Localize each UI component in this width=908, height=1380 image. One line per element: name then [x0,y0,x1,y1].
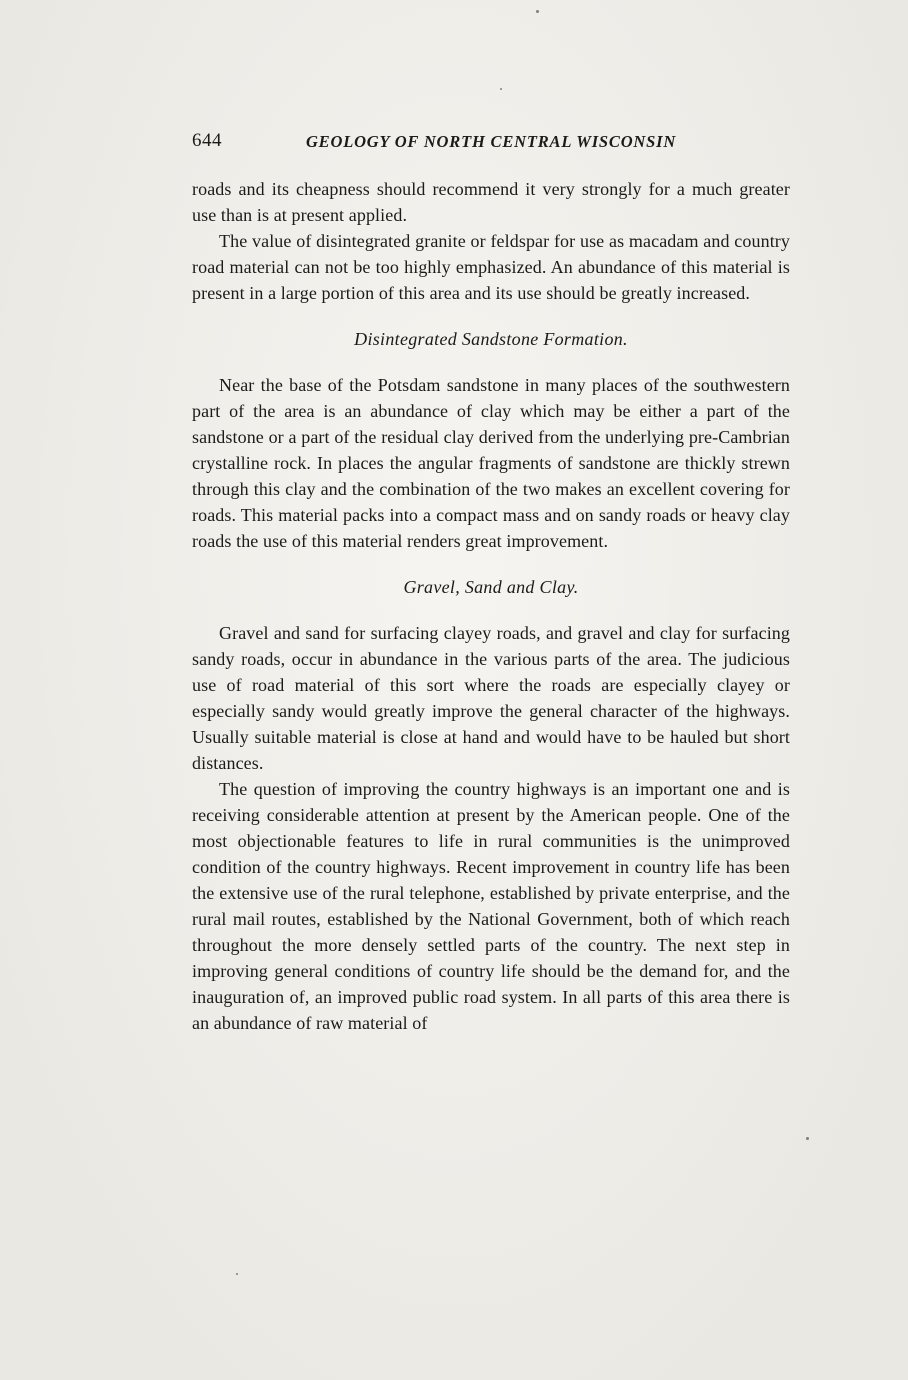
text-block [192,128,790,1036]
paragraph-continuation: roads and its cheapness should recommend it very strongly for a much greater use than is at present applied. [192,179,790,225]
scan-speck [236,1273,238,1275]
section-heading-gravel-sand-clay: Gravel, Sand and Clay. [403,577,579,597]
running-header-title: GEOLOGY OF NORTH CENTRAL WISCONSIN [305,132,677,151]
paragraph: The question of improving the country highways is an important one and is receiving considerable attention at present by the American people. One of the most objectionable features to life in rural communities is the unimproved condition of the country highways. Recent improvement in country life has been the extensive use of the rural telephone, established by private enterprise, and the rural mail routes, established by the National Government, both of which reach throughout the more densely settled parts of the country. The next step in improving general conditions of country life should be the demand for, and the inauguration of, an improved public road system. In all parts of this area there is an abundance of raw material of [192,779,790,1033]
scan-speck [536,10,539,13]
scan-speck [500,88,502,90]
running-head [192,128,790,158]
paragraph: The value of disintegrated granite or feldspar for use as macadam and country road material can not be too highly emphasized. An abundance of this material is present in a large portion of this area and its use should be greatly increased. [192,231,790,303]
body-text [192,176,790,1036]
section-heading-disintegrated-sandstone: Disintegrated Sandstone Formation. [354,329,628,349]
page-number: 644 [192,130,222,151]
paragraph: Near the base of the Potsdam sandstone in many places of the southwestern part of the area is an abundance of clay which may be either a part of the sandstone or a part of the residual clay derived from the underlying pre-Cambrian crystalline rock. In places the angular fragments of sandstone are thickly strewn through this clay and the combination of the two makes an excellent covering for roads. This material packs into a compact mass and on sandy roads or heavy clay roads the use of this material renders great improvement. [192,375,790,551]
scan-speck [806,1137,809,1140]
paragraph: Gravel and sand for surfacing clayey roads, and gravel and clay for surfacing sandy roads, occur in abundance in the various parts of the area. The judicious use of road material of this sort where the roads are especially clayey or especially sandy would greatly improve the general character of the highways. Usually suitable material is close at hand and would have to be hauled but short distances. [192,623,790,773]
